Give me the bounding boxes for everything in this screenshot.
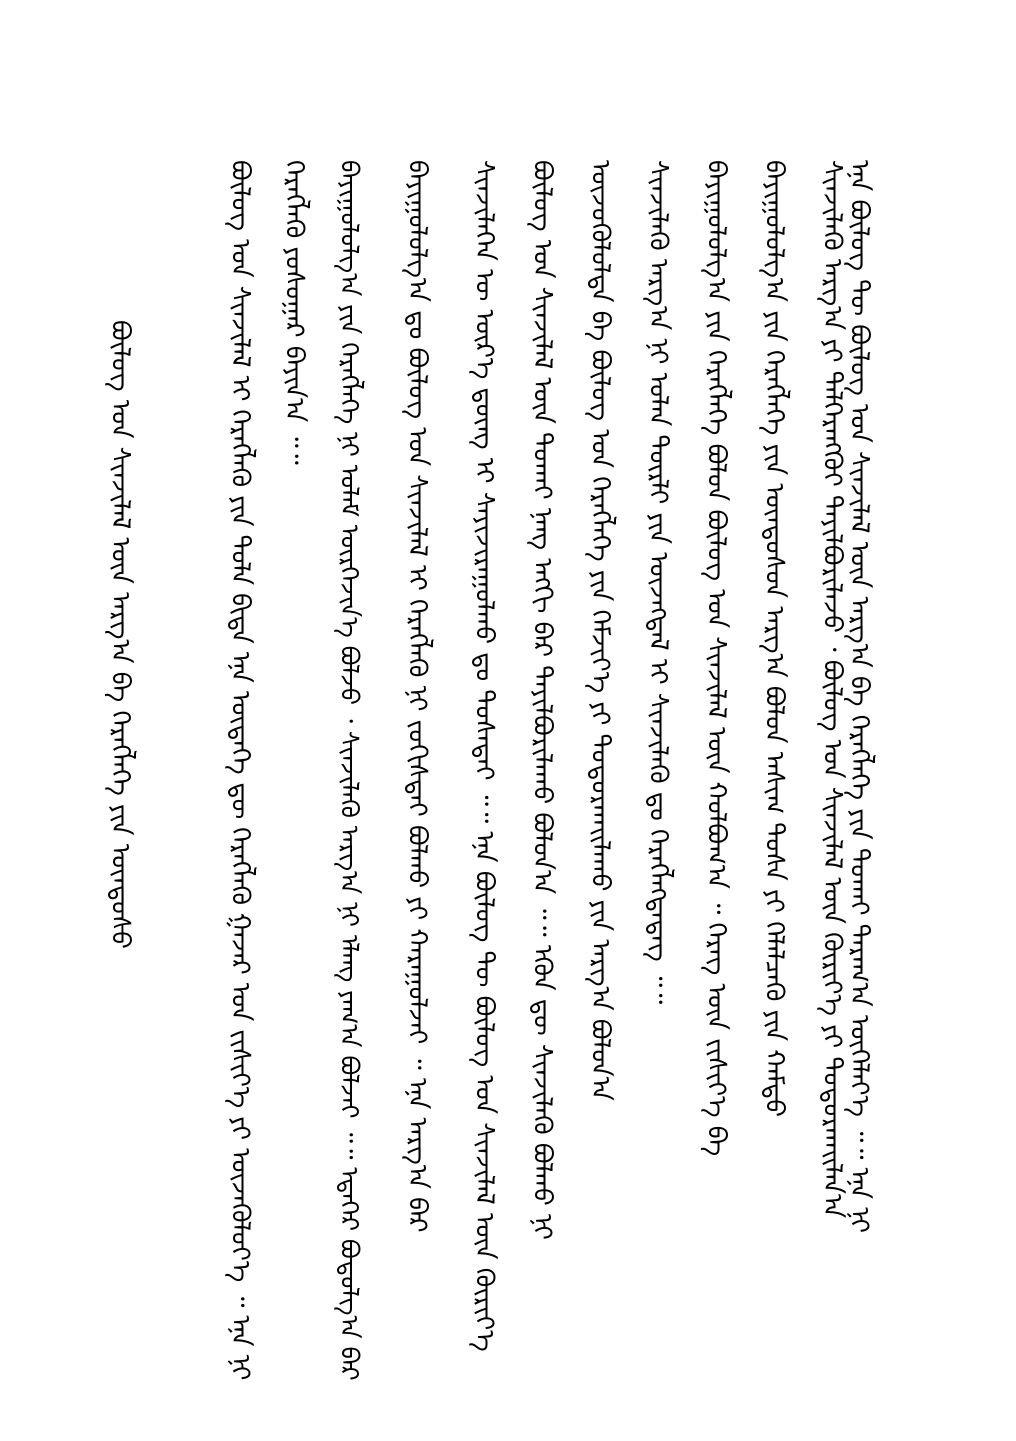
text-line: ᠪᠦᠯᠦᠭ ᠤᠨ ᠰᠢᠨᠵᠢᠯᠡᠯ ᠢ ᠬᠡᠷᠡᠭᠯᠡᠬᠦ ᠶᠢᠨ ᠲᠤᠯᠠ ᠪᠢᠳᠡ ᠡᠨᠡ ᠦᠳᠡᠭᠡ ᠳᠦ ᠬᠡᠷᠡᠭᠯᠡᠬᠦ ᠭᠠᠵᠠᠷ ᠤᠨ ᠵᠢᠱᠢᠶ᠎ᠡ ᠶᠢ ᠦᠵᠡᠭᠦᠯᠦᠶ᠎ᠡ ᠃ ᠡᠨᠡ ᠨᠢ	[225, 160, 255, 1381]
text-column-1	[225, 0, 276, 1441]
text-line: ᠪᠦᠯᠦᠭ ᠤᠨ ᠰᠢᠨᠵᠢᠯᠡᠯ ᠦᠨ ᠲᠤᠬᠠᠢ ᠨᠡᠩ ᠡᠨᠭᠭᠢ ᠪᠠᠷ ᠲᠠᠶᠢᠯᠪᠤᠷᠢᠯᠠᠬᠤ ᠪᠣᠯᠤᠨ᠎ᠠ ᠃᠃ ᠡᠭᠦᠨ ᠳᠦ ᠰᠢᠨᠵᠢᠯᠡᠬᠦ ᠪᠣᠯᠬᠤ ᠨᠢ	[527, 160, 557, 1240]
text-column-3	[335, 0, 385, 1441]
text-line: ᠡᠨᠡ ᠪᠦᠯᠦᠭ ᠲᠦ ᠪᠦᠯᠦᠭ ᠤᠨ ᠰᠢᠨᠵᠢᠯᠡᠯ ᠦᠨ ᠠᠷᠭ᠎ᠠ ᠪᠠ ᠬᠡᠷᠡᠭᠯᠡᠭᠡ ᠶᠢᠨ ᠲᠤᠬᠠᠢ ᠳᠠᠷᠠᠭ᠎ᠠ ᠦᠭᠡᠯᠡᠶ᠎ᠡ ᠃᠃ ᠡᠨᠡ ᠨᠢ	[844, 160, 874, 1234]
text-column-7	[585, 0, 636, 1441]
text-column-9	[701, 0, 752, 1441]
text-column-5	[469, 0, 520, 1441]
document-title-column	[105, 0, 156, 1441]
text-column-4	[402, 0, 453, 1441]
text-line: ᠪᠠᠶᠢᠭᠤᠯᠤᠯᠭ᠎ᠠ ᠶᠢᠨ ᠬᠡᠷᠡᠭᠯᠡᠭᠡ ᠶᠢᠨ ᠦᠨᠳᠦᠰᠦᠨ ᠠᠷᠭ᠎ᠠ ᠪᠣᠯᠤᠨ ᠠᠰᠢᠭ ᠲᠤᠰᠠ ᠶᠢ ᠬᠡᠯᠡᠯᠴᠡᠬᠦ ᠶᠢᠨ ᠬᠠᠮᠲᠤ	[759, 160, 789, 1118]
text-line: ᠪᠠᠶᠢᠭᠤᠯᠤᠯᠭ᠎ᠠ ᠳᠤ ᠪᠦᠯᠦᠭ ᠤᠨ ᠰᠢᠨᠵᠢᠯᠡᠯ ᠢ ᠬᠡᠷᠡᠭᠯᠡᠬᠦ ᠨᠢ ᠵᠣᠬᠢᠰᠲᠠᠢ ᠪᠣᠯᠬᠤ ᠶᠢ ᠬᠠᠷᠠᠭᠤᠯᠵᠠᠢ ᠃ ᠡᠨᠡ ᠠᠷᠭ᠎ᠠ ᠪᠡᠷ	[402, 160, 432, 1233]
text-line: ᠰᠢᠨᠵᠢᠯᠡᠭᠡᠨ ᠦ ᠦᠷ᠎ᠡ ᠳ᠋ᠦᠩ ᠢ ᠰᠠᠶᠢᠵᠢᠷᠠᠭᠤᠯᠬᠤ ᠳᠤ ᠲᠤᠰᠠᠲᠠᠢ ᠃᠃ ᠡᠨᠡ ᠪᠦᠯᠦᠭ ᠲᠦ ᠪᠦᠯᠦᠭ ᠤᠨ ᠰᠢᠨᠵᠢᠯᠡᠯ ᠦᠨ ᠬᠦᠷᠢᠶ᠎ᠡ	[469, 160, 499, 1352]
text-column-12	[844, 0, 895, 1441]
text-line: ᠰᠢᠨᠵᠢᠯᠡᠬᠦ ᠠᠷᠭ᠎ᠠ ᠨᠢ ᠣᠯᠠᠨ ᠲᠥᠷᠯᠢ ᠶᠢᠨ ᠦᠵᠡᠭᠳᠡᠯ ᠢ ᠰᠢᠨᠵᠢᠯᠡᠬᠦ ᠳᠤ ᠬᠡᠷᠡᠭᠯᠡᠭᠳᠡᠳᠡᠭ ᠃᠃	[643, 160, 673, 1005]
text-line: ᠪᠠᠶᠢᠭᠤᠯᠤᠯᠭ᠎ᠠ ᠶᠢᠨ ᠬᠡᠷᠡᠭᠯᠡᠭᠡ ᠪᠣᠯᠤᠨ ᠪᠦᠯᠦᠭ ᠤᠨ ᠰᠢᠨᠵᠢᠯᠡᠯ ᠦᠨ ᠬᠣᠯᠪᠣᠭ᠎ᠠ ᠃ ᠬᠡᠷᠡᠭ ᠦᠨ ᠵᠢᠱᠢᠶ᠎ᠡ ᠪᠠ	[701, 160, 731, 1157]
text-line: ᠪᠠᠶᠢᠭᠤᠯᠤᠯᠭ᠎ᠠ ᠶᠢᠨ ᠬᠡᠷᠡᠭᠯᠡᠭᠡ ᠨᠢ ᠤᠯᠠᠮ ᠥᠷᠭᠡᠵᠢᠨ᠎ᠡ ᠪᠣᠯᠵᠤ ᠂ ᠰᠢᠨᠵᠢᠯᠡᠬᠦ ᠠᠷᠭ᠎ᠠ ᠨᠢ ᠡᠯᠡᠩ ᠶᠠᠭ᠎ᠠ ᠪᠣᠯᠵᠠᠶ ᠃᠃ ᠡᠳᠡᠭᠡᠷ ᠪᠣᠳᠤᠯᠭ᠎ᠠ ᠪᠡᠷ	[335, 160, 364, 1381]
text-column-2	[279, 0, 330, 1441]
text-column-8	[643, 0, 694, 1441]
text-column-10	[759, 0, 810, 1441]
text-column-6	[527, 0, 578, 1441]
text-line: ᠬᠡᠷᠡᠭᠯᠡᠬᠦ ᠶᠣᠰᠣᠭᠠᠷ ᠪᠠᠶᠢᠨ᠎ᠠ ᠃᠃	[279, 160, 309, 465]
text-line: ᠰᠢᠨᠵᠢᠯᠡᠬᠦ ᠠᠷᠭ᠎ᠠ ᠶᠢ ᠳᠡᠯᠭᠡᠷᠡᠩᠭᠦᠢ ᠲᠠᠶᠢᠯᠪᠤᠷᠢᠯᠠᠵᠤ ᠂ ᠪᠦᠯᠦᠭ ᠤᠨ ᠰᠢᠨᠵᠢᠯᠡᠯ ᠦᠨ ᠬᠦᠷᠢᠶ᠎ᠡ ᠶᠢ ᠲᠣᠳᠣᠷᠬᠠᠢᠯᠠᠨ᠎ᠠ	[817, 160, 847, 1219]
document-title: ᠪᠦᠯᠦᠭ ᠤᠨ ᠰᠢᠨᠵᠢᠯᠡᠯ ᠦᠨ ᠠᠷᠭ᠎ᠠ ᠪᠠ ᠬᠡᠷᠡᠭᠯᠡᠭᠡ ᠶᠢᠨ ᠦᠨᠳᠦᠰᠦ	[105, 320, 135, 949]
text-line: ᠦᠵᠦᠭᠦᠯᠦᠯᠳᠡ ᠪᠠ ᠪᠦᠯᠦᠭ ᠤᠨ ᠬᠡᠷᠡᠭᠯᠡᠭᠡ ᠶᠢᠨ ᠬᠡᠮᠵᠢᠶ᠎ᠡ ᠶᠢ ᠲᠣᠳᠣᠷᠬᠠᠢᠯᠠᠬᠤ ᠶᠢᠨ ᠠᠷᠭ᠎ᠠ ᠪᠣᠯᠤᠨ᠎ᠠ	[585, 160, 615, 1101]
